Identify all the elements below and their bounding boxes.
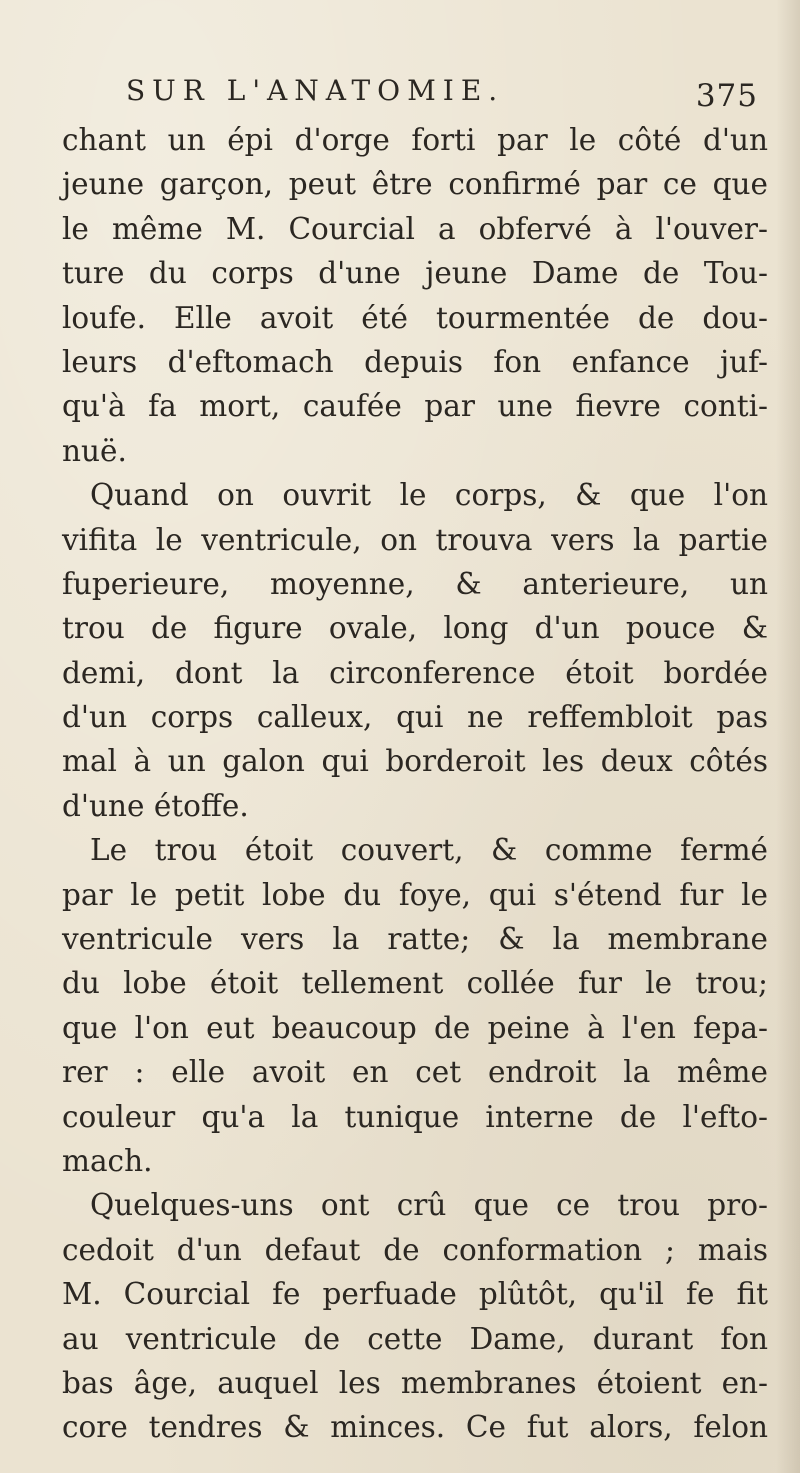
body-text bbox=[62, 118, 768, 1450]
text-line: demi, dont la circonference étoit bordée bbox=[62, 655, 768, 690]
text-line: trou de figure ovale, long d'un pouce & bbox=[62, 611, 768, 646]
text-line: M. Courcial fe perfuade plûtôt, qu'il fe fit bbox=[62, 1277, 768, 1312]
text-line: chant un épi d'orge forti par le côté d'un bbox=[62, 123, 768, 157]
text-line: ture du corps d'une jeune Dame de Tou- bbox=[62, 256, 768, 291]
text-line: du lobe étoit tellement collée fur le trou; bbox=[62, 966, 768, 1001]
text-line: mal à un galon qui borderoit les deux côtés bbox=[62, 744, 768, 779]
text-line: le même M. Courcial a obfervé à l'ouver- bbox=[62, 211, 768, 246]
text-line: nuë. bbox=[62, 433, 127, 468]
text-line: vifita le ventricule, on trouva vers la partie bbox=[62, 522, 768, 557]
text-line: mach. bbox=[62, 1143, 153, 1178]
text-line: au ventricule de cette Dame, durant fon bbox=[62, 1321, 768, 1356]
page-number: 375 bbox=[695, 78, 758, 114]
text-line: loufe. Elle avoit été tourmentée de dou- bbox=[62, 300, 768, 335]
text-line: cedoit d'un defaut de conformation ; mais bbox=[62, 1232, 768, 1267]
text-line: que l'on eut beaucoup de peine à l'en fepa- bbox=[62, 1010, 768, 1045]
text-line: leurs d'eftomach depuis fon enfance juf- bbox=[62, 344, 768, 379]
text-line: Quelques-uns ont crû que ce trou pro- bbox=[90, 1188, 768, 1223]
page-edge-shadow bbox=[776, 0, 800, 1473]
text-line: Quand on ouvrit le corps, & que l'on bbox=[90, 478, 768, 513]
text-line: bas âge, auquel les membranes étoient en- bbox=[62, 1365, 768, 1400]
text-line: d'une étoffe. bbox=[62, 788, 249, 823]
text-line: core tendres & minces. Ce fut alors, felon bbox=[62, 1410, 768, 1445]
text-line: d'un corps calleux, qui ne reffembloit pas bbox=[62, 700, 768, 735]
page-header bbox=[126, 74, 758, 114]
running-head: SUR L'ANATOMIE. bbox=[126, 74, 505, 107]
text-line: jeune garçon, peut être confirmé par ce que bbox=[62, 167, 768, 202]
text-line: Le trou étoit couvert, & comme fermé bbox=[90, 833, 768, 868]
text-line: rer : elle avoit en cet endroit la même bbox=[62, 1055, 768, 1090]
text-line: ventricule vers la ratte; & la membrane bbox=[62, 922, 768, 957]
text-line: qu'à fa mort, caufée par une fievre conti- bbox=[62, 389, 768, 424]
text-line: couleur qu'a la tunique interne de l'efto- bbox=[62, 1099, 768, 1134]
text-line: fuperieure, moyenne, & anterieure, un bbox=[62, 566, 768, 601]
text-line: par le petit lobe du foye, qui s'étend fur le bbox=[62, 877, 768, 912]
